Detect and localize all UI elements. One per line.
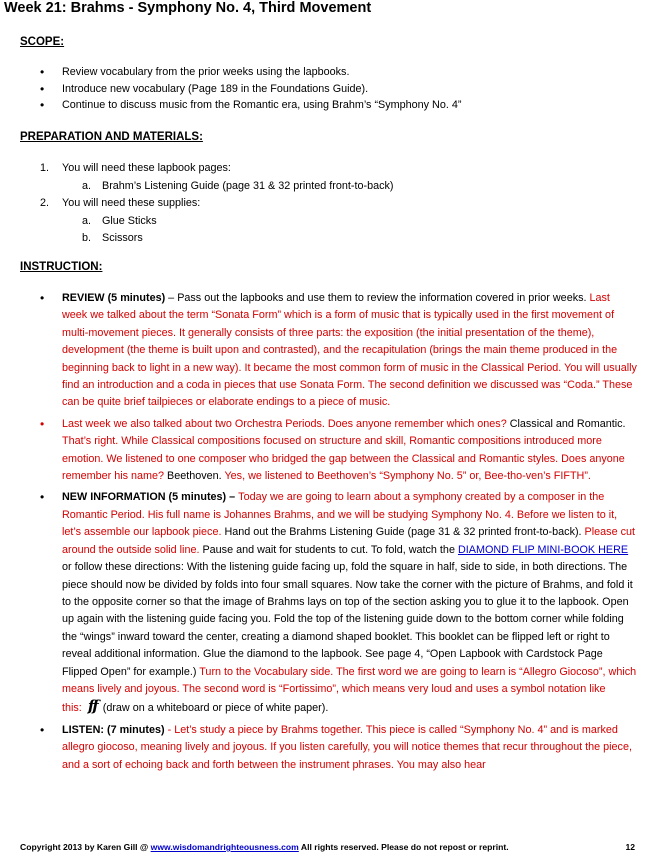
- listen-label: LISTEN: (7 minutes): [62, 723, 165, 736]
- list-item: • Review vocabulary from the prior weeks using the lapbooks.: [40, 65, 350, 79]
- list-item: • Introduce new vocabulary (Page 189 in the Foundations Guide).: [40, 81, 369, 96]
- scope-heading: SCOPE:: [20, 36, 65, 48]
- list-item: • Continue to discuss music from the Romantic era, using Brahm’s “Symphony No. 4”: [40, 98, 462, 112]
- diamond-flip-link[interactable]: DIAMOND FLIP MINI-BOOK HERE: [457, 543, 629, 556]
- new-info-label: NEW INFORMATION (5 minutes): [62, 491, 227, 504]
- instruction-heading: INSTRUCTION:: [20, 261, 103, 273]
- listen-item: • LISTEN: (7 minutes) - Let’s study a piece by Brahms together. This piece is called “Symphony No. 4” and is marked allegro giocoso, meaning lively and joyous. If you listen carefully, you will notice themes that recur throughout the piece, and a sort of echoing back and forth between the instrument phrases. You may also hear: [40, 722, 640, 774]
- periods-item: • Last week we also talked about two Orchestra Periods. Does anyone remember which ones? Classical and Romantic. That’s right. While Classical compositions focused on structure and skill, Romantic compositions introduced more emotion. We listened to one composer who bridged the gap between the Classical and Romantic styles. Does anyone remember his name? Beethoven. Yes, we listened to Beethoven’s “Symphony No. 5” or, Bee-tho-ven’s FIFTH”.: [40, 416, 640, 486]
- sub-list-item: a. Brahm’s Listening Guide (page 31 & 32 printed front-to-back): [82, 179, 394, 192]
- page-number: 12: [625, 842, 635, 852]
- sub-list-item: b. Scissors: [82, 232, 143, 244]
- bullet-icon: •: [40, 81, 45, 96]
- instruction-list: [40, 290, 640, 778]
- fortissimo-symbol: ff: [87, 697, 97, 716]
- page-title: Week 21: Brahms - Symphony No. 4, Third Movement: [4, 0, 372, 16]
- bullet-icon: •: [40, 416, 45, 431]
- bullet-icon: •: [40, 722, 45, 737]
- prep-list: [40, 160, 640, 248]
- bullet-icon: •: [40, 65, 45, 79]
- review-text: Last week we talked about the term “Sonata Form” which is a form of music that is typically used in the first movement of multi-movement pieces. It generally consists of three parts: the exposition (the initial presentation of the theme), development (the theme is built upon and contrasted), and the recapitulation (brings the main theme produced in the beginning back to light in a new way). It became the most common form of music in the Classical Period. You will usually find an introduction and a coda in pieces that use Sonata Form. The second definition we discussed was “Coda.” These can be quite brief tailpieces or elaborate endings to a piece of music.: [62, 292, 637, 409]
- bullet-icon: •: [40, 291, 45, 305]
- review-label: REVIEW (5 minutes): [62, 292, 166, 304]
- prep-heading: PREPARATION AND MATERIALS:: [20, 131, 203, 143]
- new-info-item: • NEW INFORMATION (5 minutes) – Today we are going to learn about a symphony created by a composer in the Romantic Period. His full name is Johannes Brahms, and we will be studying Symphony No. 4. Before we listen to it, let’s assemble our lapbook piece. Hand out the Brahms Listening Guide (page 31 & 32 printed front-to-back). Please cut around the outside solid line. Pause and wait for students to cut. To fold, watch the DIAMOND FLIP MINI-BOOK HERE or follow these directions: With the listening guide facing up, fold the square in half, side to side, in both directions. The piece should now be divided by folds into four small squares. Now take the corner with the picture of Brahms, and fold it to the opposite corner so that the image of Brahms lays on top of the section asking you to glue it to the lapbook. Open up again with the listening guide facing you. Fold the top of the listening guide down to the bottom corner while folding the “wings” inward toward the center, creating a diamond shaped booklet. This booklet can be flipped left or right to reveal additional information. Glue the diamond to the lapbook. See page 4, “Open Lapbook with Cardstock Page Flipped Open” for example.) Turn to the Vocabulary side. The first word we are going to learn is “Allegro Giocoso”, which means lively and joyous. The second word is “Fortissimo”, which means very loud and uses a symbol notation like this: ff (draw on a whiteboard or piece of white paper).: [40, 489, 640, 717]
- sub-list-item: a. Glue Sticks: [82, 214, 157, 227]
- review-item: • REVIEW (5 minutes) – Pass out the lapbooks and use them to review the information covered in prior weeks. Last week we talked about the term “Sonata Form” which is a form of music that is typically used in the first movement of multi-movement pieces. It generally consists of three parts: the exposition (the initial presentation of the theme), development (the theme is built upon and contrasted), and the recapitulation (brings the main theme produced in the beginning back to light in a new way). It became the most common form of music in the Classical Period. You will usually find an introduction and a coda in pieces that use Sonata Form. The second definition we discussed was “Coda.” These can be quite brief tailpieces or elaborate endings to a piece of music.: [40, 290, 640, 412]
- scope-list: [40, 64, 640, 114]
- bullet-icon: •: [40, 98, 45, 112]
- list-item: 1. You will need these lapbook pages:: [40, 162, 231, 174]
- list-item: 2. You will need these supplies:: [40, 197, 201, 209]
- bullet-icon: •: [40, 490, 45, 505]
- footer: Copyright 2013 by Karen Gill @ www.wisdomandrighteousness.com All rights reserved. Please do not repost or reprint. 12: [20, 842, 635, 852]
- website-link[interactable]: www.wisdomandrighteousness.com: [150, 842, 299, 852]
